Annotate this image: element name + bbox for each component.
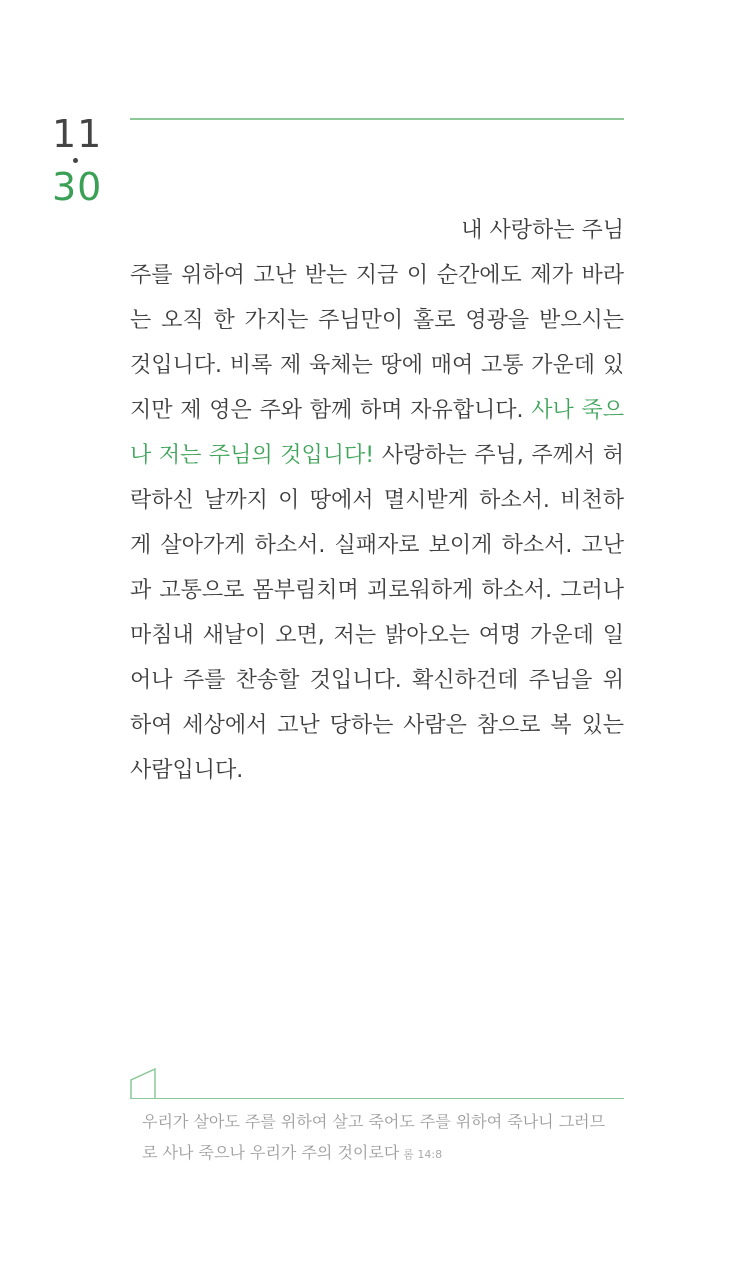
body-heading: 내 사랑하는 주님 — [461, 218, 624, 243]
date-separator-dot — [73, 158, 78, 163]
date-day: 30 — [52, 165, 103, 209]
verse-body: 우리가 살아도 주를 위하여 살고 죽어도 주를 위하여 죽나니 그러므로 사나 죽으나 우리가 주의 것이로다 — [142, 1112, 606, 1162]
top-divider — [130, 118, 624, 120]
date-block — [52, 112, 112, 209]
devotional-body — [130, 208, 624, 793]
verse-text — [142, 1106, 620, 1170]
verse-reference: 롬 14:8 — [403, 1148, 443, 1161]
verse-divider — [130, 1098, 624, 1099]
body-highlight: 사나 죽으나 저는 주님의 것입니다! — [130, 398, 624, 468]
body-part-2: 사랑하는 주님, 주께서 허락하신 날까지 이 땅에서 멸시받게 하소서. 비천하게 살아가게 하소서. 실패자로 보이게 하소서. 고난과 고통으로 몸부림치며 괴로워하게 하소서. 그러나 마침내 새날이 오면, 저는 밝아오는 여명 가운데 일어나 주를 찬송할 것입니다. 확신하건데 주님을 위하여 세상에서 고난 당하는 사람은 참으로 복 있는 사람입니다. — [130, 443, 624, 783]
verse-tab-icon — [130, 1068, 156, 1098]
date-month: 11 — [52, 112, 103, 156]
body-part-1: 주를 위하여 고난 받는 지금 이 순간에도 제가 바라는 오직 한 가지는 주님만이 홀로 영광을 받으시는 것입니다. 비록 제 육체는 땅에 매여 고통 가운데 있지만 제 영은 주와 함께 하며 자유합니다. — [130, 263, 624, 423]
